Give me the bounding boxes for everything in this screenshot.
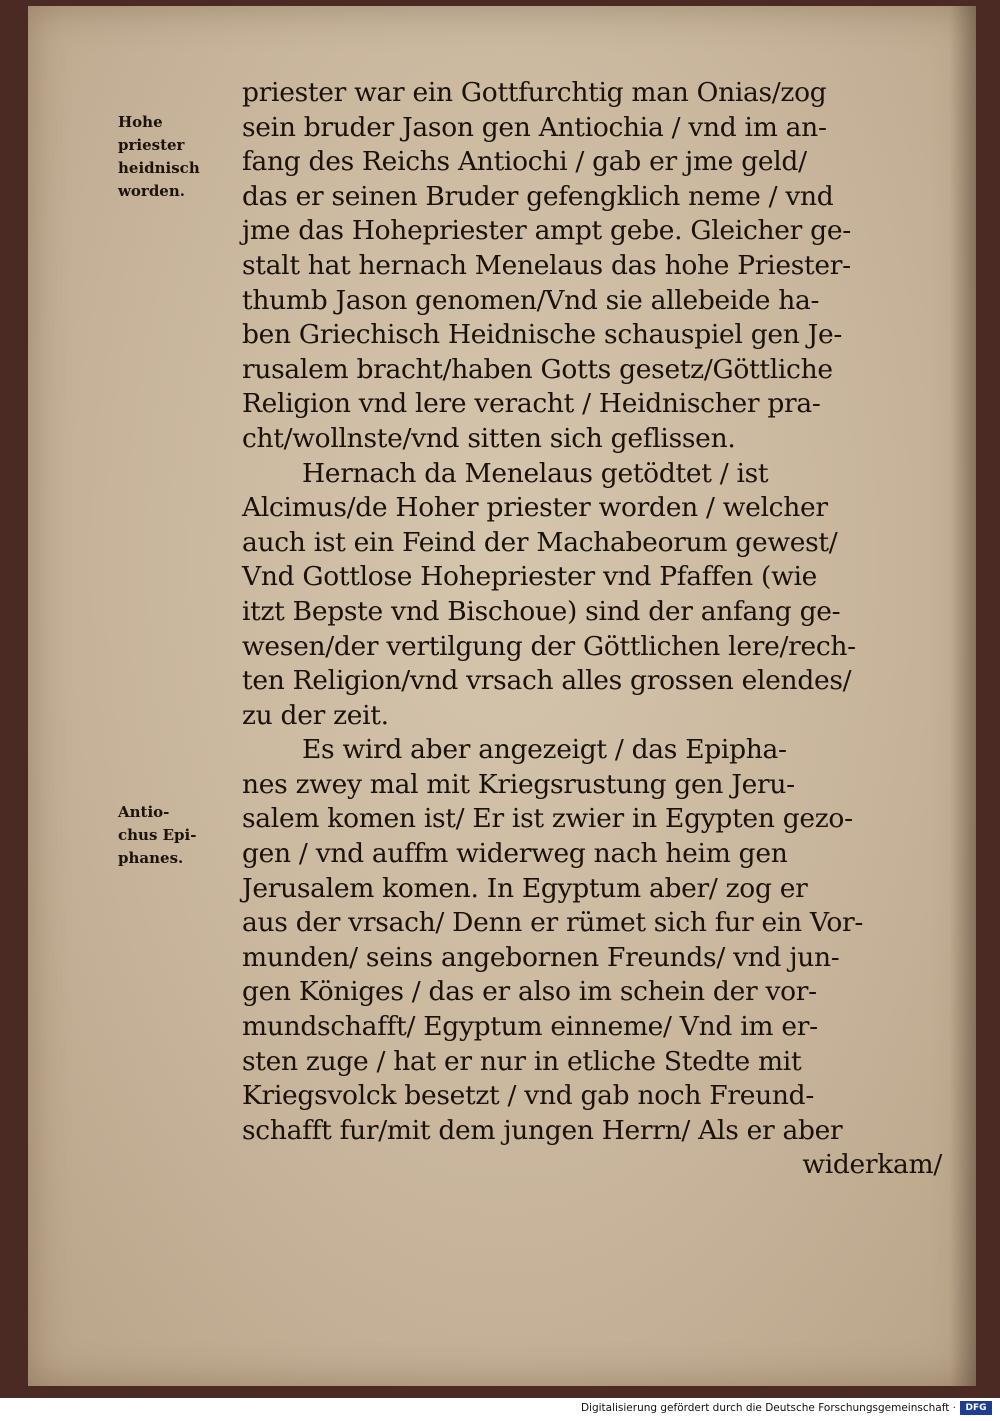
margin-note-1 (118, 111, 238, 203)
text-line: jme das Hohepriester ampt gebe. Gleicher ge- (242, 215, 851, 247)
text-line: sein bruder Jason gen Antiochia / vnd im an- (242, 111, 827, 143)
text-line: mundschafft/ Egyptum einneme/ Vnd im er- (242, 1011, 818, 1043)
text-line: salem komen ist/ Er ist zwier in Egypten gezo- (242, 803, 853, 835)
margin-note-line: phanes. (118, 849, 184, 867)
text-line: Vnd Gottlose Hohepriester vnd Pfaffen (wie (242, 561, 818, 593)
text-line: gen / vnd auffm widerweg nach heim gen (242, 838, 788, 870)
margin-note-line: chus Epi- (118, 826, 197, 844)
paragraph-start-line: Es wird aber angezeigt / das Epipha- (302, 734, 787, 766)
margin-note-line: priester (118, 136, 185, 154)
text-line: Alcimus/de Hoher priester worden / welcher (242, 492, 828, 524)
text-line: Religion vnd lere veracht / Heidnischer pra- (242, 388, 821, 420)
margin-note-2 (118, 801, 238, 870)
text-line: stalt hat hernach Menelaus das hohe Priester- (242, 249, 851, 281)
text-line: das er seinen Bruder gefengklich neme / vnd (242, 180, 834, 212)
text-line: zu der zeit. (242, 699, 389, 731)
text-line: cht/wollnste/vnd sitten sich geflissen. (242, 422, 736, 454)
text-line: rusalem bracht/haben Gotts gesetz/Göttliche (242, 353, 833, 385)
text-line: aus der vrsach/ Denn er rümet sich fur ein Vor- (242, 907, 864, 939)
text-line: ten Religion/vnd vrsach alles grossen elendes/ (242, 665, 852, 697)
text-line: ben Griechisch Heidnische schauspiel gen Je- (242, 319, 843, 351)
text-line: munden/ seins angebornen Freunds/ vnd jun- (242, 941, 840, 973)
text-line: fang des Reichs Antiochi / gab er jme geld/ (242, 146, 807, 178)
text-line: itzt Bepste vnd Bischoue) sind der anfang ge- (242, 595, 841, 627)
text-line: thumb Jason genomen/Vnd sie allebeide ha- (242, 284, 820, 316)
text-line: gen Königes / das er also im schein der vor- (242, 976, 817, 1008)
footer (0, 1398, 1000, 1421)
dfg-logo: DFG (960, 1401, 992, 1415)
text-line: auch ist ein Feind der Machabeorum gewest/ (242, 526, 838, 558)
text-line: priester war ein Gottfurchtig man Onias/zog (242, 77, 827, 108)
gutter-shadow (950, 6, 976, 1386)
margin-note-line: heidnisch (118, 159, 200, 177)
book-page (28, 6, 976, 1386)
text-line: Jerusalem komen. In Egyptum aber/ zog er (242, 872, 808, 904)
margin-note-line: worden. (118, 182, 185, 200)
text-line: schafft fur/mit dem jungen Herrn/ Als er aber (242, 1114, 843, 1146)
text-line: sten zuge / hat er nur in etliche Stedte mit (242, 1045, 802, 1077)
footer-credit: Digitalisierung gefördert durch die Deutsche Forschungsgemeinschaft · (580, 1402, 956, 1414)
body-text (242, 76, 942, 1183)
paragraph-start-line: Hernach da Menelaus getödtet / ist (302, 457, 769, 489)
margin-note-line: Hohe (118, 113, 163, 131)
text-line: wesen/der vertilgung der Göttlichen lere/rech- (242, 630, 856, 662)
margin-note-line: Antio- (118, 803, 170, 821)
text-line: Kriegsvolck besetzt / vnd gab noch Freund- (242, 1080, 814, 1112)
text-line: nes zwey mal mit Kriegsrustung gen Jeru- (242, 768, 795, 800)
catchword: widerkam/ (802, 1149, 942, 1181)
